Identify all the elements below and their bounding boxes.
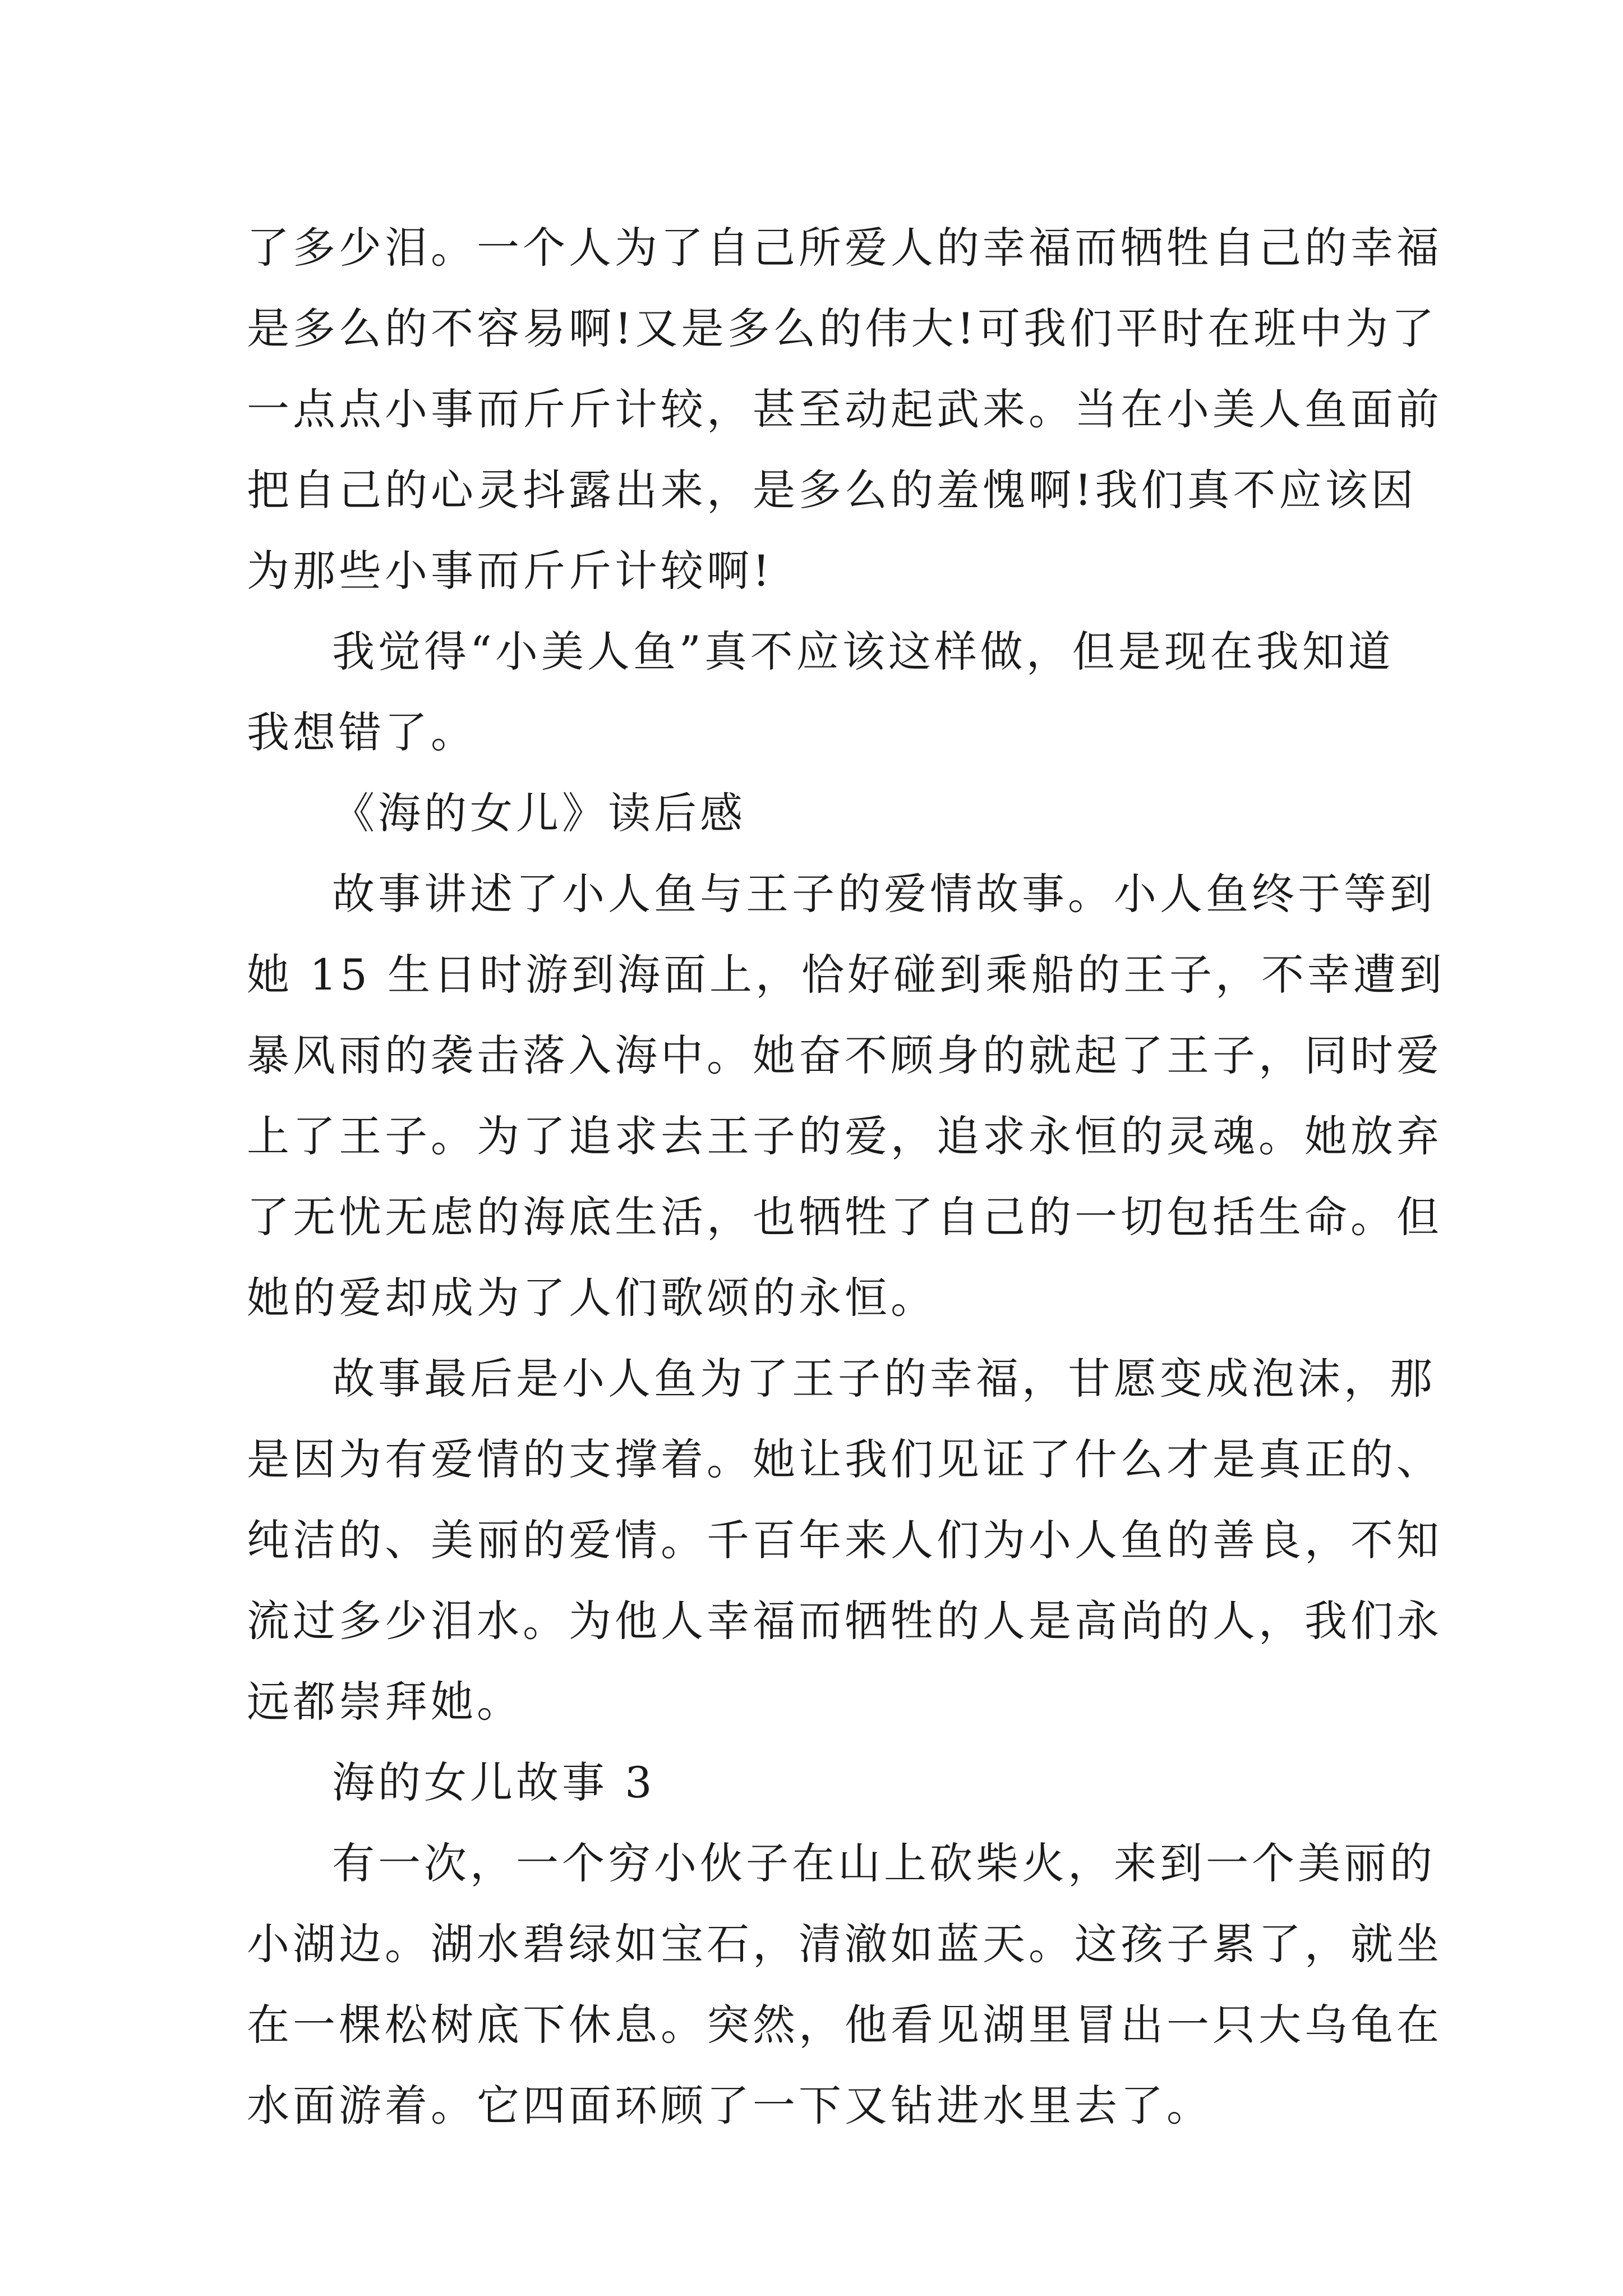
text-line: 故事讲述了小人鱼与王子的爱情故事。小人鱼终于等到 xyxy=(332,869,1436,919)
text-line: 了无忧无虑的海底生活，也牺牲了自己的一切包括生命。但 xyxy=(247,1192,1442,1242)
text-line: 我想错了。 xyxy=(247,707,477,757)
text-line: 为那些小事而斤斤计较啊! xyxy=(247,546,773,596)
text-line: 纯洁的、美丽的爱情。千百年来人们为小人鱼的善良，不知 xyxy=(247,1515,1442,1565)
text-line: 故事最后是小人鱼为了王子的幸福，甘愿变成泡沫，那 xyxy=(332,1354,1436,1404)
text-line: 她的爱却成为了人们歌颂的永恒。 xyxy=(247,1273,937,1323)
text-line: 是多么的不容易啊!又是多么的伟大!可我们平时在班中为了 xyxy=(247,303,1438,353)
text-line: 我觉得“小美人鱼”真不应该这样做，但是现在我知道 xyxy=(332,627,1394,677)
text-line: 她 15 生日时游到海面上，恰好碰到乘船的王子，不幸遭到 xyxy=(247,950,1446,1000)
text-line: 把自己的心灵抖露出来，是多么的羞愧啊!我们真不应该因 xyxy=(247,465,1417,515)
text-line: 在一棵松树底下休息。突然，他看见湖里冒出一只大乌龟在 xyxy=(247,2000,1442,2050)
text-line: 上了王子。为了追求去王子的爱，追求永恒的灵魂。她放弃 xyxy=(247,1111,1442,1161)
text-line: 有一次，一个穷小伙子在山上砍柴火，来到一个美丽的 xyxy=(332,1838,1436,1888)
document-body xyxy=(247,208,1446,2146)
text-line: 一点点小事而斤斤计较，甚至动起武来。当在小美人鱼面前 xyxy=(247,384,1442,434)
text-line: 小湖边。湖水碧绿如宝石，清澈如蓝天。这孩子累了，就坐 xyxy=(247,1919,1442,1969)
text-line: 水面游着。它四面环顾了一下又钻进水里去了。 xyxy=(247,2081,1212,2131)
text-line: 流过多少泪水。为他人幸福而牺牲的人是高尚的人，我们永 xyxy=(247,1596,1442,1646)
text-line: 了多少泪。一个人为了自己所爱人的幸福而牺牲自己的幸福 xyxy=(247,223,1442,273)
text-line: 《海的女儿》读后感 xyxy=(332,788,746,838)
text-line: 暴风雨的袭击落入海中。她奋不顾身的就起了王子，同时爱 xyxy=(247,1030,1442,1080)
text-line: 远都崇拜她。 xyxy=(247,1677,523,1727)
text-line: 海的女儿故事 3 xyxy=(332,1757,656,1807)
text-line: 是因为有爱情的支撑着。她让我们见证了什么才是真正的、 xyxy=(247,1434,1442,1484)
